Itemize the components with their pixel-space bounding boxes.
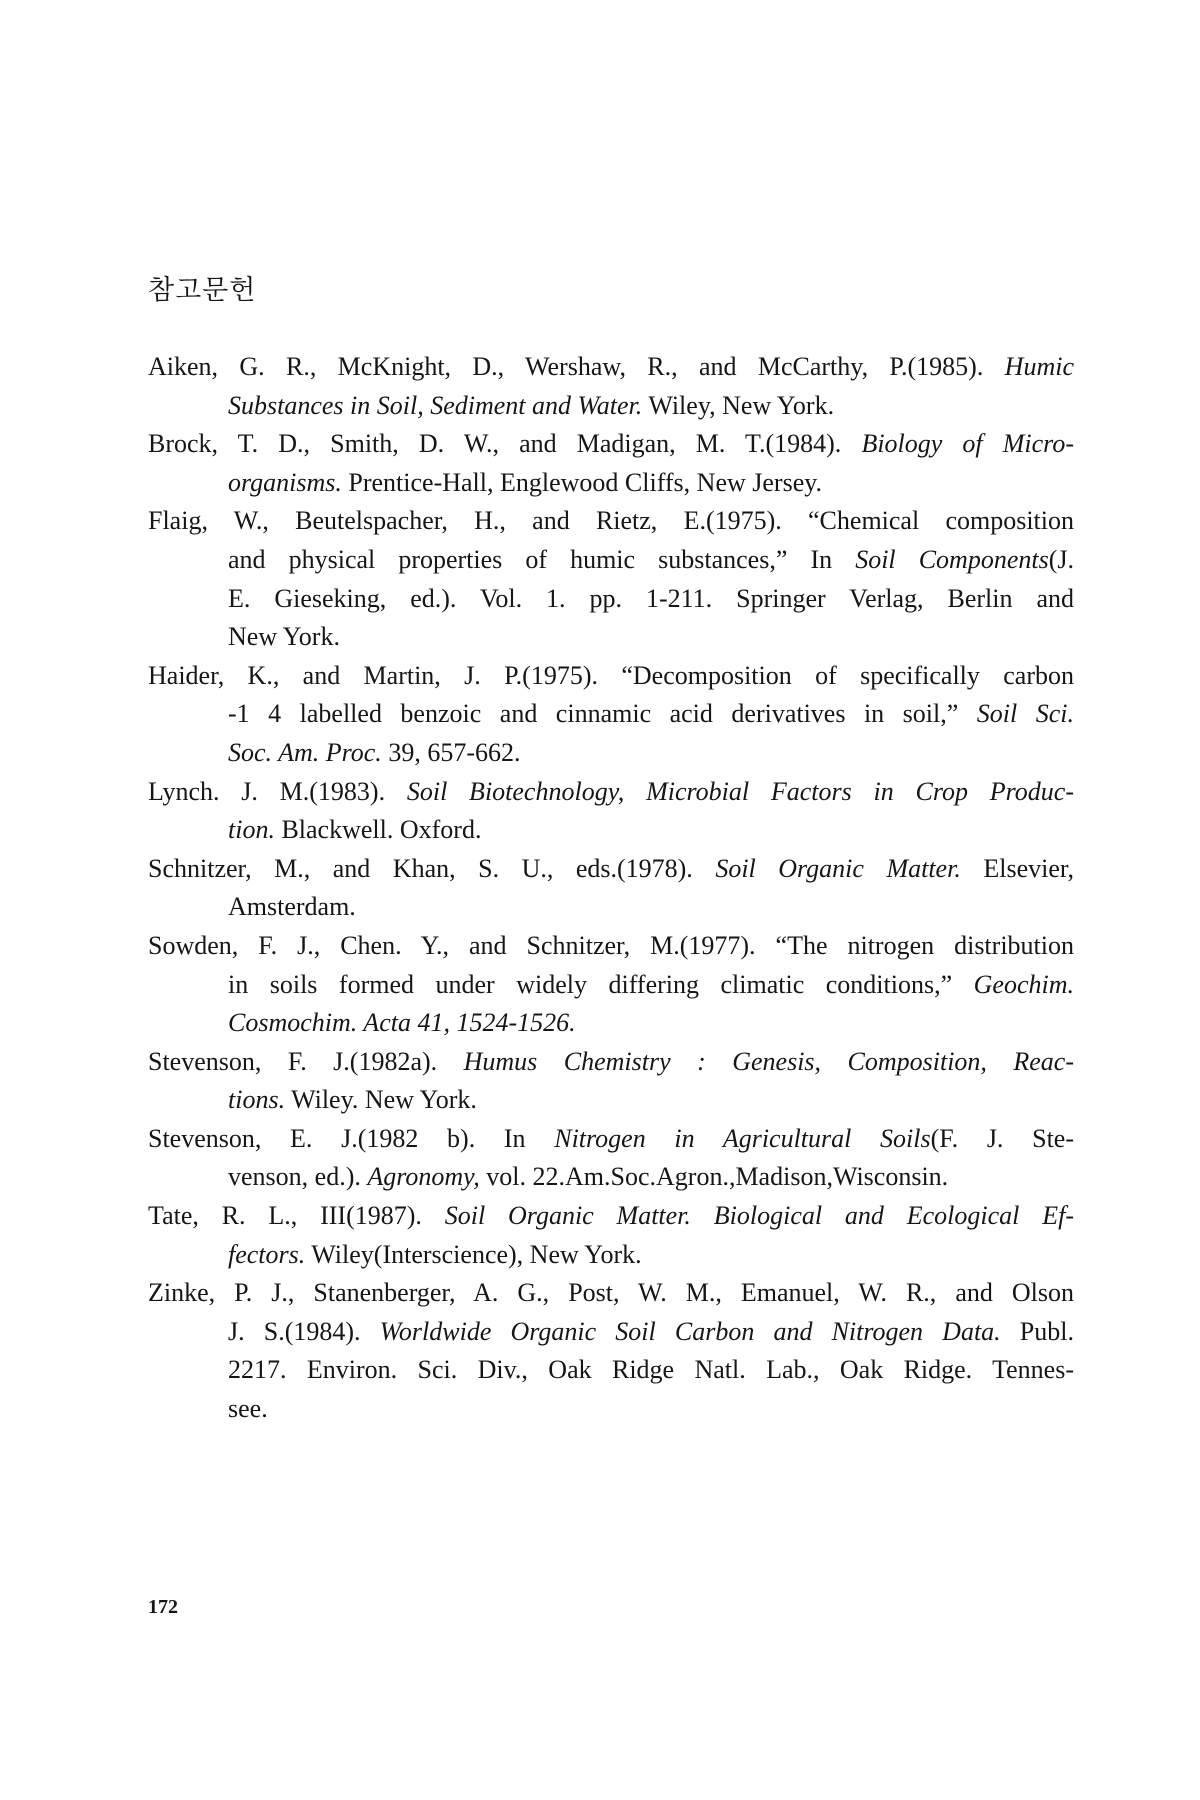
reference-text: vol. 22.Am.Soc.Agron.,Madison,Wisconsin. — [479, 1162, 949, 1192]
reference-text: (J. — [1048, 544, 1074, 574]
reference-entry — [148, 1043, 1074, 1120]
reference-text: Stevenson, E. J.(1982 b). In — [148, 1123, 555, 1153]
italic-title-text: Biology of Micro- — [861, 429, 1074, 459]
italic-title-text: Humic — [1004, 352, 1074, 381]
italic-title-text: organisms. — [228, 467, 342, 497]
reference-text: Flaig, W., Beutelspacher, H., and Rietz, E.(1975). “Chemical composition — [148, 506, 1074, 536]
reference-line — [148, 1236, 1074, 1275]
reference-line — [148, 541, 1074, 580]
reference-line — [148, 618, 1074, 657]
reference-line — [148, 580, 1074, 619]
italic-title-text: Soil Sci. — [976, 699, 1075, 729]
italic-title-text: Soil Components — [855, 544, 1049, 574]
reference-line — [148, 927, 1074, 966]
reference-text: Wiley(Interscience), New York. — [305, 1239, 642, 1269]
reference-text: E. Gieseking, ed.). Vol. 1. pp. 1-211. Springer Verlag, Berlin and — [228, 583, 1074, 613]
reference-text: Publ. — [1000, 1316, 1074, 1346]
reference-text: Blackwell. Oxford. — [274, 815, 482, 845]
reference-line — [148, 695, 1074, 734]
reference-line — [148, 1274, 1074, 1313]
reference-text: Sowden, F. J., Chen. Y., and Schnitzer, M.(1977). “The nitrogen distribution — [148, 930, 1074, 960]
reference-text: New York. — [228, 622, 340, 652]
reference-text: Stevenson, F. J.(1982a). — [148, 1046, 464, 1076]
reference-text: 39, 657-662. — [381, 737, 521, 767]
reference-line — [148, 387, 1074, 426]
reference-text: Prentice-Hall, Englewood Cliffs, New Jersey. — [341, 467, 823, 497]
reference-text: J. S.(1984). — [228, 1316, 380, 1346]
reference-entry — [148, 773, 1074, 850]
reference-line — [148, 1158, 1074, 1197]
italic-title-text: tions. — [228, 1085, 286, 1115]
reference-line — [148, 850, 1074, 889]
reference-text: Tate, R. L., III(1987). — [148, 1201, 445, 1231]
reference-line — [148, 734, 1074, 773]
reference-text: Elsevier, — [960, 853, 1074, 883]
reference-text: Schnitzer, M., and Khan, S. U., eds.(1978). — [148, 853, 716, 883]
reference-line — [148, 1120, 1074, 1159]
reference-entry — [148, 850, 1074, 927]
reference-entry — [148, 1197, 1074, 1274]
reference-text: venson, ed.). — [228, 1162, 368, 1192]
italic-title-text: Geochim. — [973, 969, 1074, 999]
page-number: 172 — [148, 1596, 178, 1618]
reference-entry — [148, 502, 1074, 656]
reference-line — [148, 502, 1074, 541]
reference-entry — [148, 348, 1074, 425]
reference-line — [148, 1197, 1074, 1236]
reference-entry — [148, 1274, 1074, 1428]
italic-title-text: tion. — [228, 815, 275, 845]
italic-title-text: Nitrogen in Agricultural Soils — [554, 1123, 931, 1153]
reference-entry — [148, 657, 1074, 773]
reference-entry — [148, 927, 1074, 1043]
italic-title-text: Humus Chemistry : Genesis, Composition, Reac- — [463, 1046, 1074, 1076]
italic-title-text: fectors. — [228, 1239, 306, 1269]
reference-text: Wiley. New York. — [285, 1085, 477, 1115]
reference-line — [148, 464, 1074, 503]
reference-text: Aiken, G. R., McKnight, D., Wershaw, R., and McCarthy, P.(1985). — [148, 352, 1005, 381]
reference-text: (F. J. Ste- — [930, 1123, 1074, 1153]
reference-line — [148, 1390, 1074, 1429]
section-heading: 참고문헌 — [148, 275, 257, 306]
reference-text: Zinke, P. J., Stanenberger, A. G., Post, W. M., Emanuel, W. R., and Olson — [148, 1278, 1074, 1308]
reference-line — [148, 348, 1074, 387]
reference-list — [148, 348, 1074, 1429]
reference-line — [148, 888, 1074, 927]
reference-text: Wiley, New York. — [642, 390, 835, 420]
reference-line — [148, 1313, 1074, 1352]
reference-text: Haider, K., and Martin, J. P.(1975). “Decomposition of specifically carbon — [148, 660, 1074, 690]
italic-title-text: Soil Organic Matter. Biological and Ecological Ef- — [444, 1201, 1074, 1231]
reference-text: in soils formed under widely differing climatic conditions,” — [228, 969, 974, 999]
reference-text: 2217. Environ. Sci. Div., Oak Ridge Natl. Lab., Oak Ridge. Tennes- — [228, 1355, 1074, 1385]
italic-title-text: Soil Biotechnology, Microbial Factors in Crop Produc- — [406, 776, 1074, 806]
reference-text: Lynch. J. M.(1983). — [148, 776, 407, 806]
reference-entry — [148, 1120, 1074, 1197]
reference-text: Brock, T. D., Smith, D. W., and Madigan, M. T.(1984). — [148, 429, 862, 459]
reference-line — [148, 1004, 1074, 1043]
italic-title-text: Cosmochim. Acta 41, 1524-1526. — [228, 1008, 576, 1038]
reference-text: and physical properties of humic substances,” In — [228, 544, 856, 574]
reference-entry — [148, 425, 1074, 502]
reference-line — [148, 1043, 1074, 1082]
reference-line — [148, 773, 1074, 812]
reference-line — [148, 966, 1074, 1005]
reference-line — [148, 811, 1074, 850]
italic-title-text: Soil Organic Matter. — [715, 853, 961, 883]
reference-text: see. — [228, 1394, 268, 1424]
reference-line — [148, 425, 1074, 464]
italic-title-text: Soc. Am. Proc. — [228, 737, 382, 767]
reference-line — [148, 657, 1074, 696]
reference-line — [148, 1351, 1074, 1390]
reference-text: Amsterdam. — [228, 892, 356, 922]
reference-line — [148, 1081, 1074, 1120]
italic-title-text: Worldwide Organic Soil Carbon and Nitrogen Data. — [379, 1316, 1001, 1346]
italic-title-text: Agronomy, — [367, 1162, 480, 1192]
reference-text: -1 4 labelled benzoic and cinnamic acid derivatives in soil,” — [228, 699, 977, 729]
italic-title-text: Substances in Soil, Sediment and Water. — [228, 390, 643, 420]
